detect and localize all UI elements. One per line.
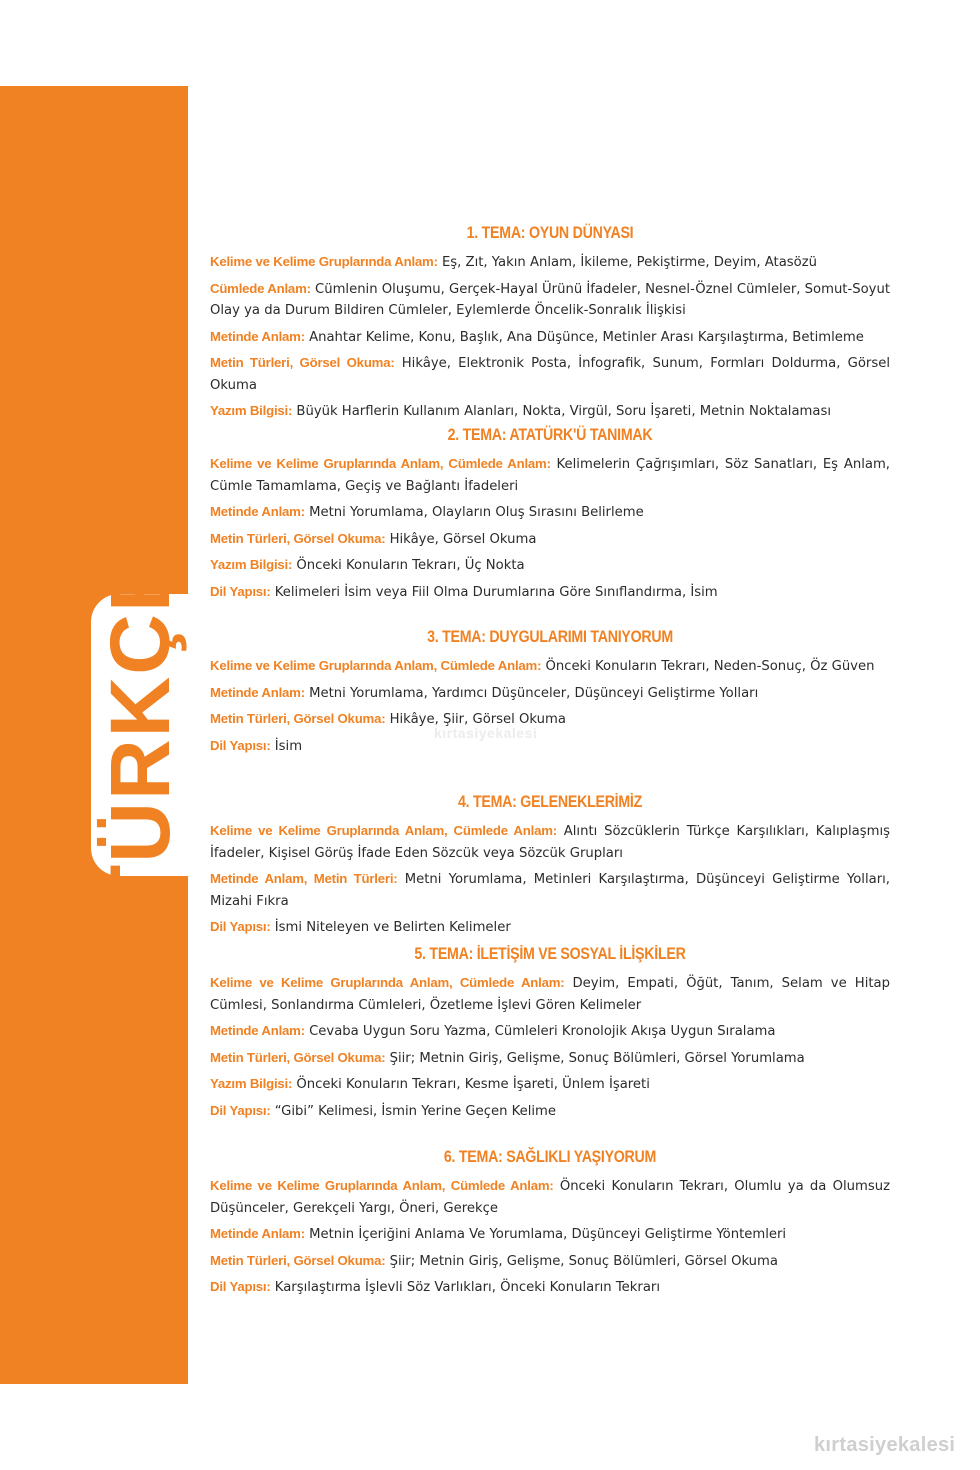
entry-text: Kelimeleri İsim veya Fiil Olma Durumlarına Göre Sınıflandırma, İsim xyxy=(270,584,718,600)
entry-text: İsim xyxy=(270,738,303,754)
theme-2 xyxy=(210,426,890,607)
theme-entry xyxy=(210,1250,890,1273)
entry-label: Metinde Anlam, Metin Türleri: xyxy=(210,871,398,886)
theme-entry xyxy=(210,708,890,731)
entry-text: Metnin İçeriğini Anlama Ve Yorumlama, Düşünceyi Geliştirme Yöntemleri xyxy=(304,1227,787,1242)
theme-entry xyxy=(210,1073,890,1096)
entry-text: Alıntı Sözcüklerin Türkçe Karşılıkları, Kalıplaşmış İfadeler, Kişisel Görüş İfade Eden Sözcük veya Sözcük Grupları xyxy=(210,824,890,861)
entry-label: Dil Yapısı: xyxy=(210,919,271,934)
entry-label: Kelime ve Kelime Gruplarında Anlam, Cümlede Anlam: xyxy=(210,823,557,838)
entry-text: Hikâye, Elektronik Posta, İnfografik, Sunum, Formları Doldurma, Görsel Okuma xyxy=(210,356,890,393)
theme-entry xyxy=(210,278,890,322)
entry-label: Cümlede Anlam: xyxy=(210,280,311,296)
watermark-corner: kırtasiyekalesi xyxy=(814,1434,956,1456)
entry-label: Kelime ve Kelime Gruplarında Anlam, Cümlede Anlam: xyxy=(210,975,565,990)
theme-entry xyxy=(210,1223,890,1246)
entry-label: Yazım Bilgisi: xyxy=(210,1076,293,1091)
entry-text: Anahtar Kelime, Konu, Başlık, Ana Düşünce, Metinler Arası Karşılaştırma, Betimleme xyxy=(304,329,864,345)
theme-entry xyxy=(210,400,890,423)
theme-title: 5. TEMA: İLETİŞİM VE SOSYAL İLİŞKİLER xyxy=(414,945,686,963)
entry-label: Metinde Anlam: xyxy=(210,684,305,700)
entry-label: Kelime ve Kelime Gruplarında Anlam: xyxy=(210,254,438,269)
theme-entry xyxy=(210,528,890,551)
theme-title: 2. TEMA: ATATÜRK'Ü TANIMAK xyxy=(447,426,653,444)
entry-text: “Gibi” Kelimesi, İsmin Yerine Geçen Kelime xyxy=(270,1103,557,1119)
entry-text: Büyük Harflerin Kullanım Alanları, Nokta, Virgül, Soru İşareti, Metnin Noktalaması xyxy=(292,404,831,419)
entry-text: Önceki Konuların Tekrarı, Neden-Sonuç, Öz Güven xyxy=(541,659,875,674)
entry-label: Metin Türleri, Görsel Okuma: xyxy=(210,355,395,370)
entry-text: İsmi Niteleyen ve Belirten Kelimeler xyxy=(270,920,511,935)
subject-title xyxy=(91,554,188,916)
entry-text: Hikâye, Şiir, Görsel Okuma xyxy=(385,712,566,727)
entry-label: Dil Yapısı: xyxy=(210,1279,271,1294)
theme-entry xyxy=(210,682,890,705)
theme-entry xyxy=(210,916,890,939)
theme-entry xyxy=(210,554,890,577)
entry-text: Cevaba Uygun Soru Yazma, Cümleleri Kronolojik Akışa Uygun Sıralama xyxy=(304,1024,776,1039)
theme-title: 1. TEMA: OYUN DÜNYASI xyxy=(466,224,634,242)
theme-entry xyxy=(210,1020,890,1043)
entry-text: Önceki Konuların Tekrarı, Üç Nokta xyxy=(292,558,525,573)
entry-label: Dil Yapısı: xyxy=(210,737,271,753)
entry-label: Kelime ve Kelime Gruplarında Anlam, Cümlede Anlam: xyxy=(210,658,542,673)
entry-label: Metinde Anlam: xyxy=(210,328,305,344)
theme-entry xyxy=(210,326,890,349)
entry-text: Deyim, Empati, Öğüt, Tanım, Selam ve Hitap Cümlesi, Sonlandırma Cümleleri, Özetleme İşlevi Gören Kelimeler xyxy=(210,976,890,1013)
theme-entry xyxy=(210,501,890,524)
theme-entry xyxy=(210,453,890,497)
theme-entry xyxy=(210,972,890,1016)
theme-6 xyxy=(210,1148,890,1303)
entry-label: Dil Yapısı: xyxy=(210,583,271,599)
theme-entry xyxy=(210,1276,890,1299)
entry-text: Metni Yorumlama, Yardımcı Düşünceler, Düşünceyi Geliştirme Yolları xyxy=(304,685,759,701)
entry-text: Cümlenin Oluşumu, Gerçek-Hayal Ürünü İfadeler, Nesnel-Öznel Cümleler, Somut-Soyut Olay ya da Durum Bildiren Cümleler, Eylemlerde Öncelik-Sonralık İlişkisi xyxy=(210,281,891,318)
entry-label: Dil Yapısı: xyxy=(210,1102,271,1118)
theme-4 xyxy=(210,793,890,943)
theme-1 xyxy=(210,224,890,427)
entry-label: Kelime ve Kelime Gruplarında Anlam, Cümlede Anlam: xyxy=(210,456,551,471)
entry-label: Yazım Bilgisi: xyxy=(210,557,293,572)
theme-entry xyxy=(210,352,890,396)
watermark-center: kırtasiyekalesi xyxy=(434,725,538,741)
entry-label: Metin Türleri, Görsel Okuma: xyxy=(210,711,386,726)
entry-label: Metinde Anlam: xyxy=(210,1023,305,1038)
theme-entry xyxy=(210,1100,890,1123)
theme-entry xyxy=(210,820,890,864)
theme-entry xyxy=(210,868,890,912)
entry-label: Yazım Bilgisi: xyxy=(210,403,293,418)
theme-entry xyxy=(210,1047,890,1070)
subject-title-text: TÜRKÇE xyxy=(92,554,187,916)
entry-label: Metinde Anlam: xyxy=(210,504,305,519)
theme-entry xyxy=(210,735,890,758)
entry-label: Kelime ve Kelime Gruplarında Anlam, Cümlede Anlam: xyxy=(210,1178,554,1193)
entry-text: Önceki Konuların Tekrarı, Kesme İşareti, Ünlem İşareti xyxy=(292,1077,650,1092)
theme-title: 4. TEMA: GELENEKLERİMİZ xyxy=(457,793,643,811)
entry-text: Metni Yorumlama, Metinleri Karşılaştırma, Düşünceyi Geliştirme Yolları, Mizahi Fıkra xyxy=(210,872,890,909)
entry-text: Metni Yorumlama, Olayların Oluş Sırasını Belirleme xyxy=(304,505,644,520)
entry-label: Metin Türleri, Görsel Okuma: xyxy=(210,530,386,546)
theme-3 xyxy=(210,628,890,761)
entry-text: Şiir; Metnin Giriş, Gelişme, Sonuç Bölümleri, Görsel Yorumlama xyxy=(385,1050,805,1066)
theme-entry xyxy=(210,251,890,274)
entry-text: Önceki Konuların Tekrarı, Olumlu ya da Olumsuz Düşünceler, Gerekçeli Yargı, Öneri, Gerekçe xyxy=(210,1179,891,1216)
theme-title: 6. TEMA: SAĞLIKLI YAŞIYORUM xyxy=(443,1148,657,1166)
entry-label: Metin Türleri, Görsel Okuma: xyxy=(210,1252,386,1268)
entry-text: Eş, Zıt, Yakın Anlam, İkileme, Pekiştirme, Deyim, Atasözü xyxy=(437,255,817,270)
theme-5 xyxy=(210,945,890,1126)
entry-text: Kelimelerin Çağrışımları, Söz Sanatları, Eş Anlam, Cümle Tamamlama, Geçiş ve Bağlantı İfadeleri xyxy=(210,457,890,494)
theme-entry xyxy=(210,655,890,678)
entry-text: Hikâye, Görsel Okuma xyxy=(385,531,537,547)
entry-label: Metinde Anlam: xyxy=(210,1226,305,1241)
entry-text: Şiir; Metnin Giriş, Gelişme, Sonuç Bölümleri, Görsel Okuma xyxy=(385,1253,778,1269)
theme-title: 3. TEMA: DUYGULARIMI TANIYORUM xyxy=(427,628,673,646)
theme-entry xyxy=(210,581,890,604)
entry-text: Karşılaştırma İşlevli Söz Varlıkları, Önceki Konuların Tekrarı xyxy=(270,1280,660,1295)
theme-entry xyxy=(210,1175,890,1219)
entry-label: Metin Türleri, Görsel Okuma: xyxy=(210,1049,386,1065)
